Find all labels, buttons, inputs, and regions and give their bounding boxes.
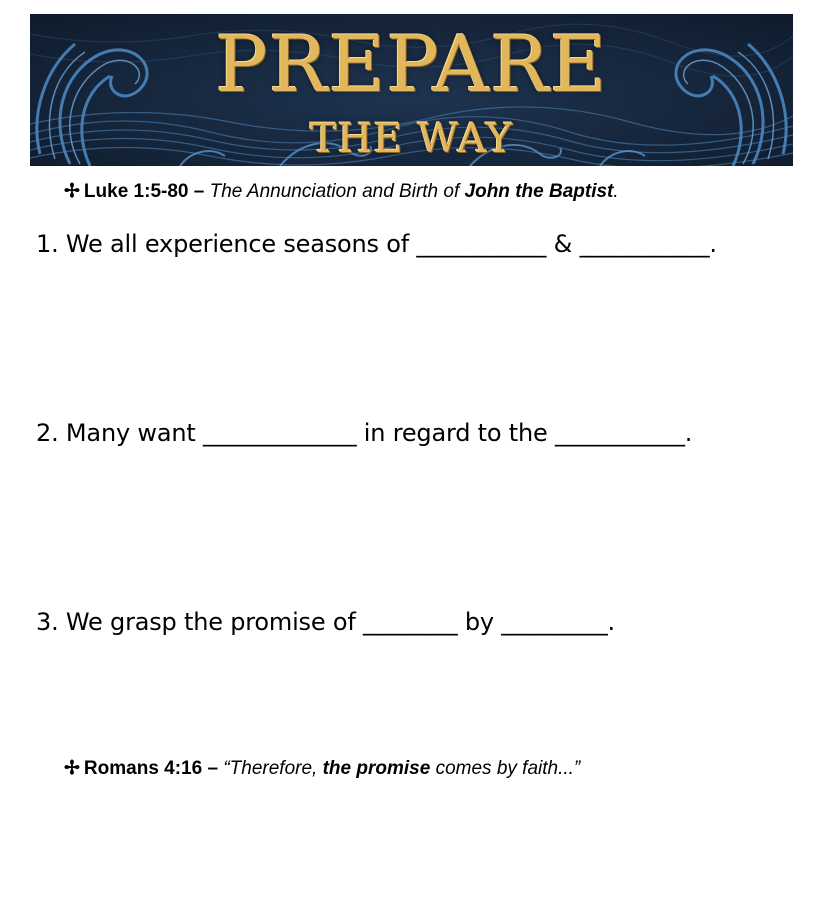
- sermon-banner: [30, 14, 793, 166]
- quote-rest: comes by faith...”: [435, 758, 581, 779]
- scripture-ref: Luke 1:5-80 –: [83, 181, 205, 202]
- cross-icon: ✢: [64, 758, 80, 779]
- fill-in-point-3: 3. We grasp the promise of ________ by _________.: [36, 608, 615, 636]
- scripture-reference-luke: [64, 180, 619, 204]
- quote-emphasis: the promise: [322, 758, 431, 779]
- banner-subtitle: THE WAY: [309, 116, 514, 162]
- quote-open: “Therefore,: [223, 758, 318, 779]
- banner-title: PREPARE: [215, 20, 608, 110]
- scripture-text: The Annunciation and Birth of: [209, 181, 460, 202]
- fill-in-point-1: 1. We all experience seasons of ___________ & ___________.: [36, 230, 717, 258]
- fill-in-point-2: 2. Many want _____________ in regard to the ___________.: [36, 419, 693, 447]
- cross-icon: ✢: [64, 181, 80, 202]
- scripture-reference-romans: [64, 757, 580, 781]
- scripture-ref: Romans 4:16 –: [83, 758, 219, 779]
- scripture-end: .: [613, 181, 619, 202]
- scripture-emphasis: John the Baptist: [464, 181, 614, 202]
